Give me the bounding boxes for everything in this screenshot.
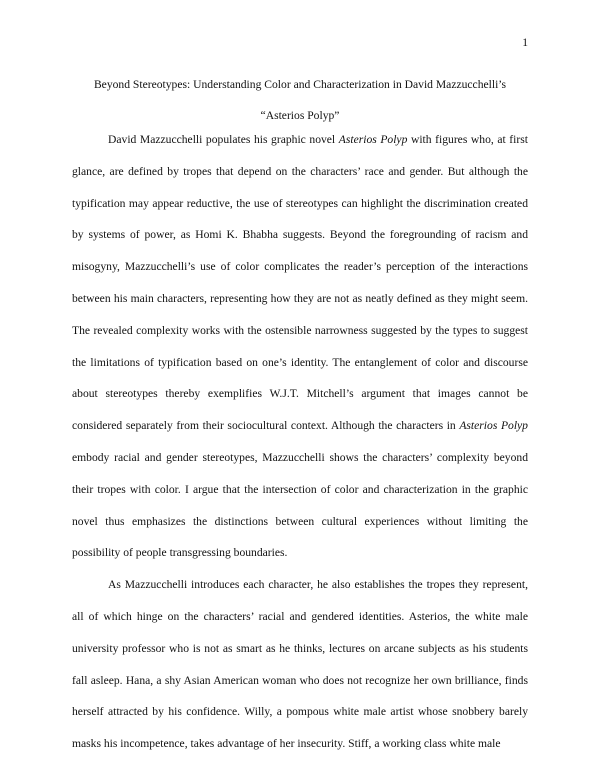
paragraph-1-text-a: David Mazzucchelli populates his graphic novel [108,133,339,146]
title-line-1: Beyond Stereotypes: Understanding Color and Characterization in David Mazzucchelli’s [93,78,507,91]
page-number: 1 [522,36,528,49]
paragraph-1 [72,124,528,569]
body-text [72,124,528,760]
book-title-italic: Asterios Polyp [338,133,408,146]
paragraph-1-text-c: with figures who, at first glance, are defined by tropes that depend on the characters’ race and gender. But although the typification may appear reductive, the use of stereotypes can highlight the discrimination created by systems of power, as Homi K. Bhabha suggests. Beyond the foregrounding of racism and misogyny, Mazzucchelli’s use of color complicates the reader’s perception of the interactions between his main characters, representing how they are not as neatly defined as they might seem. The revealed complexity works with the ostensible narrowness suggested by the types to suggest the limitations of typification based on one’s identity. The entanglement of color and discourse about stereotypes thereby exemplifies W.J.T. Mitchell’s argument that images cannot be considered separately from their sociocultural context. Although the characters in [72,133,528,433]
paper-title [72,69,528,131]
book-title-italic: Asterios Polyp [459,419,528,433]
paragraph-1-text-e: embody racial and gender stereotypes, Mazzucchelli shows the characters’ complexity beyond their tropes with color. I argue that the intersection of color and characterization in the graphic novel thus emphasizes the distinctions between cultural experiences without limiting the possibility of people transgressing boundaries. [72,450,528,560]
paragraph-2: As Mazzucchelli introduces each character, he also establishes the tropes they represent, all of which hinge on the characters’ racial and gendered identities. Asterios, the white male university professor who is not as smart as he thinks, lectures on arcane subjects as his students fall asleep. Hana, a shy Asian American woman who does not recognize her own brilliance, finds herself attracted by his confidence. Willy, a pompous white male artist whose snobbery barely masks his incompetence, takes advantage of her insecurity. Stiff, a working class white male [72,578,528,751]
title-line-2: “Asterios Polyp” [260,109,340,122]
